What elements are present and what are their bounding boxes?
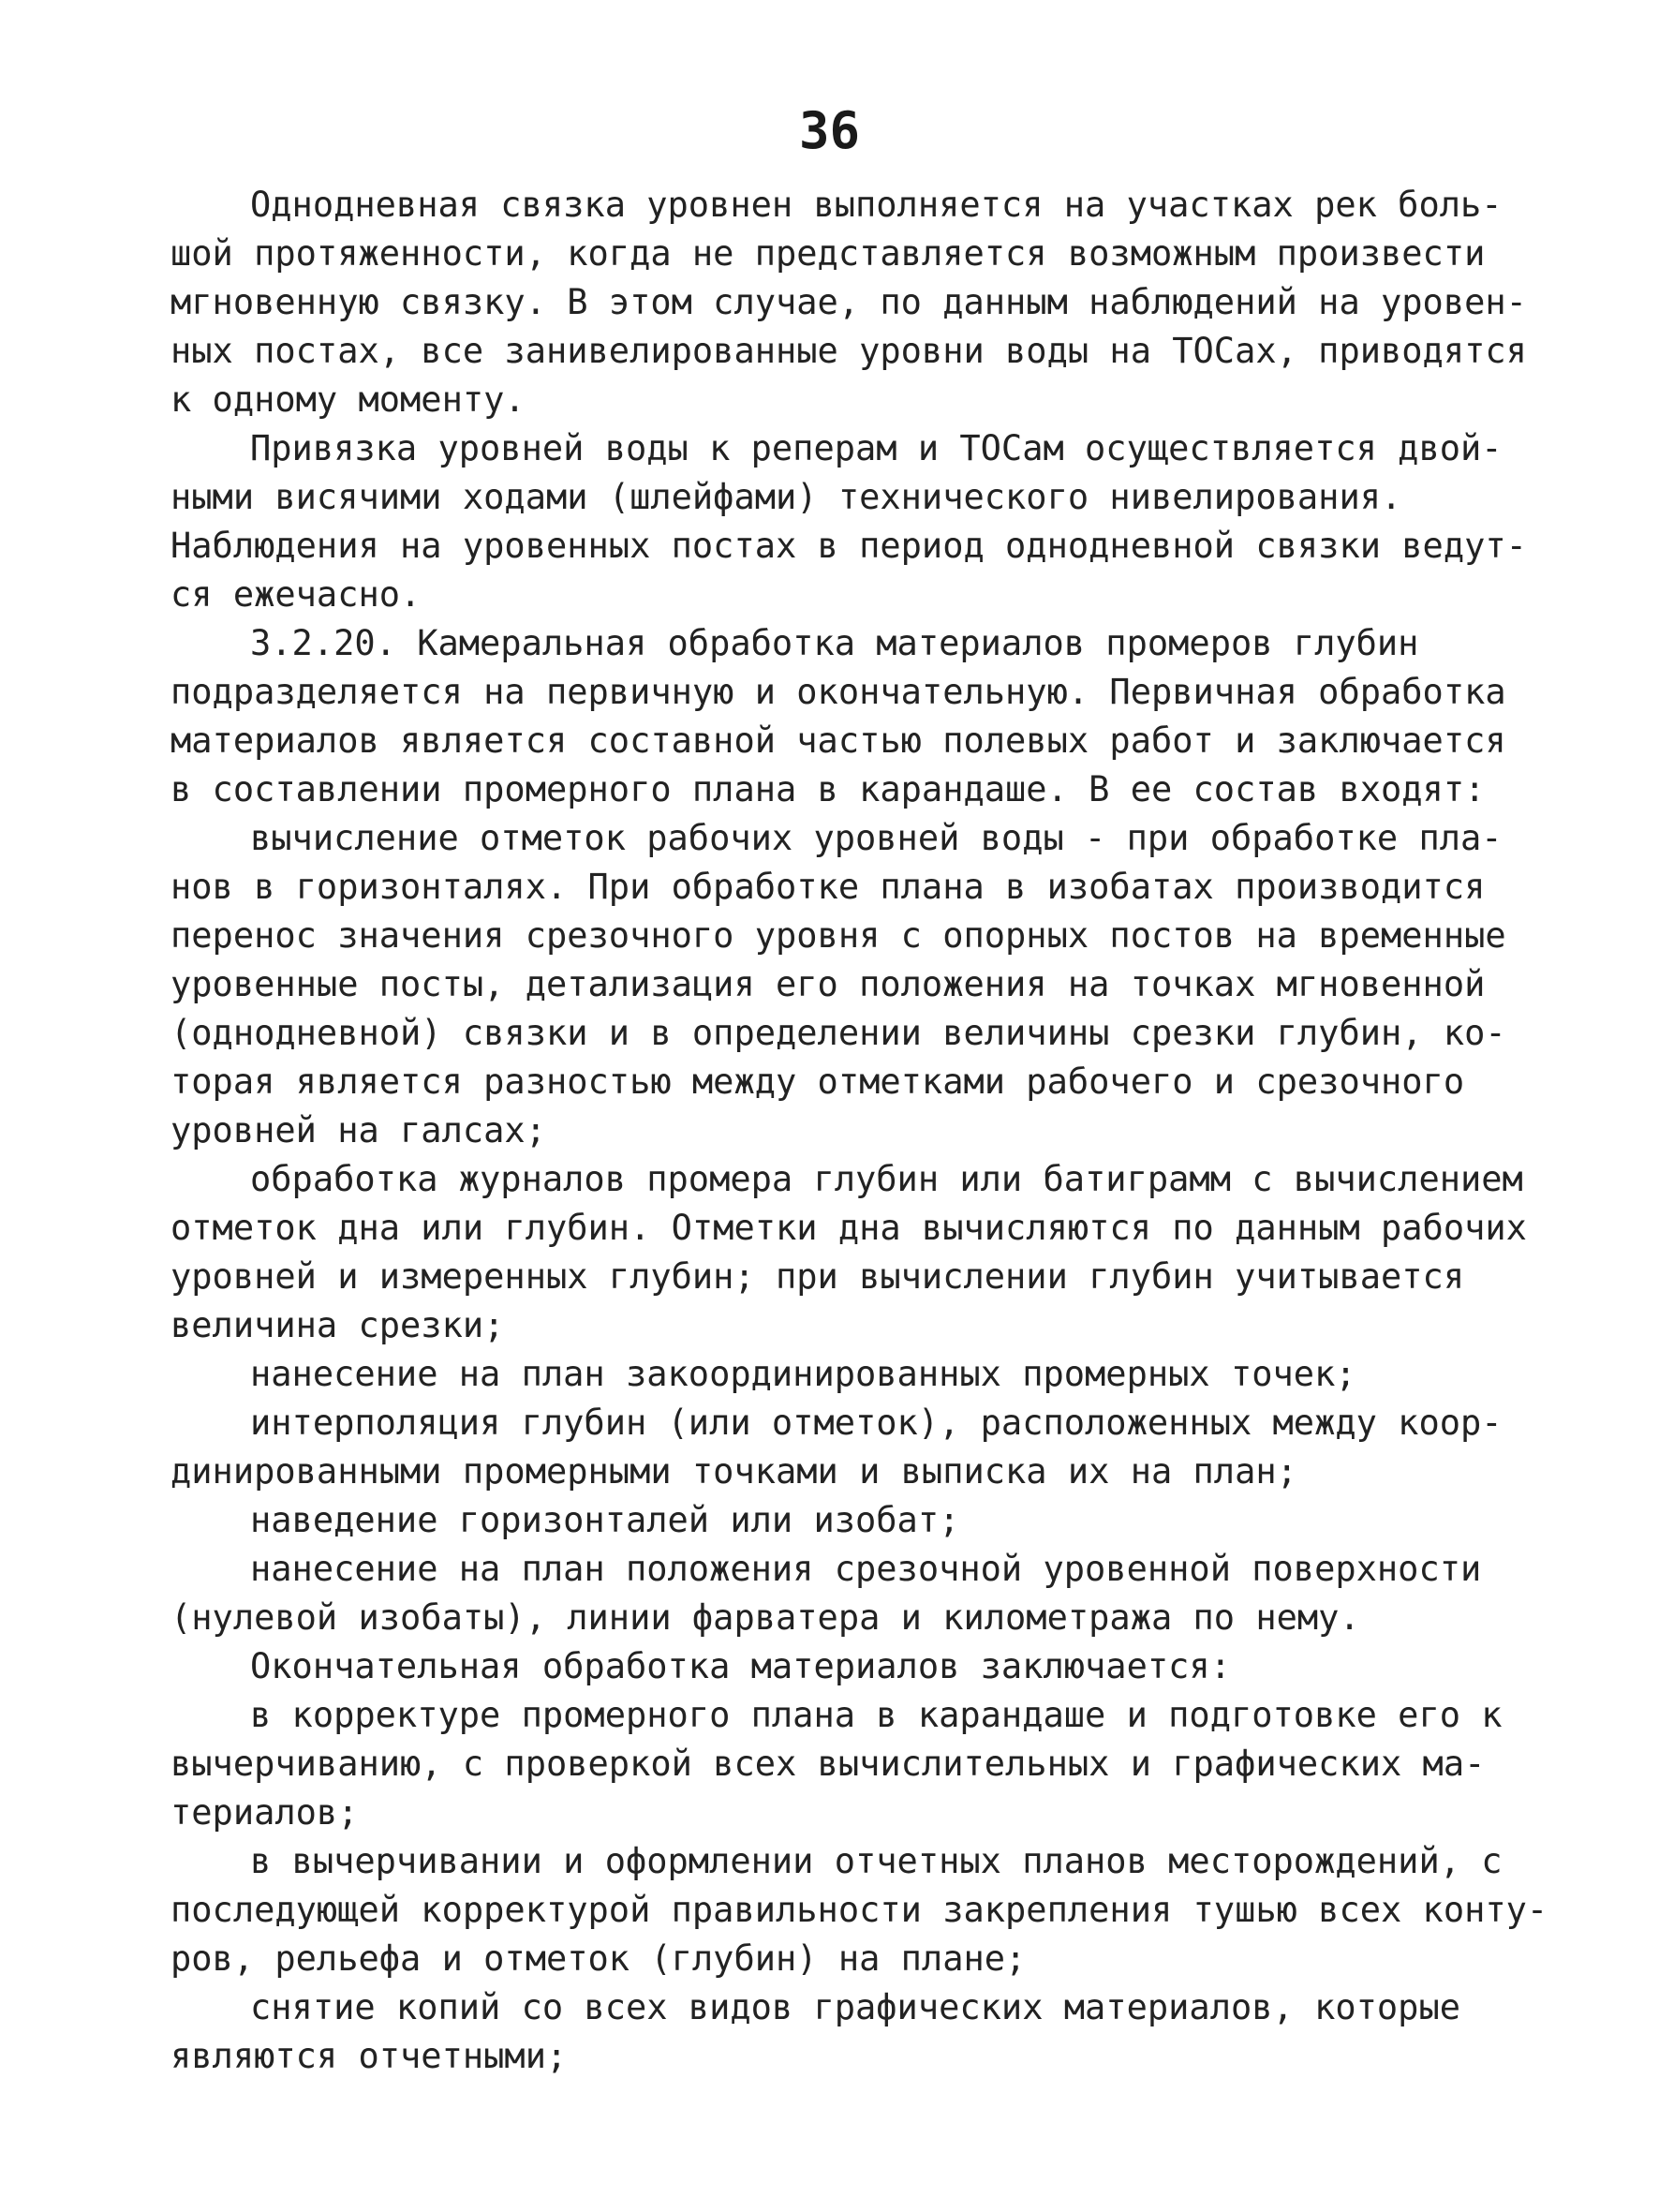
text-line: ных постах, все занивелированные уровни воды на ТОСах, приводятся	[170, 331, 1527, 371]
text-line: 3.2.20. Камеральная обработка материалов промеров глубин	[250, 623, 1419, 663]
text-line: отметок дна или глубин. Отметки дна вычисляются по данным рабочих	[170, 1208, 1527, 1248]
text-line: уровней на галсах;	[170, 1110, 546, 1151]
text-line: динированными промерными точками и выписка их на план;	[170, 1451, 1297, 1492]
text-line: подразделяется на первичную и окончательную. Первичная обработка	[170, 672, 1506, 712]
text-line: уровней и измеренных глубин; при вычислении глубин учитывается	[170, 1256, 1465, 1297]
text-line: (однодневной) связки и в определении величины срезки глубин, ко-	[170, 1013, 1506, 1053]
page-number: 36	[798, 101, 861, 160]
text-line: величина срезки;	[170, 1305, 505, 1345]
text-line: уровенные посты, детализация его положения на точках мгновенной	[170, 964, 1486, 1004]
text-line: к одному моменту.	[170, 379, 526, 420]
text-line: последующей корректурой правильности закрепления тушью всех конту-	[170, 1890, 1548, 1930]
text-line: нов в горизонталях. При обработке плана в изобатах производится	[170, 867, 1486, 907]
text-line: Привязка уровней воды к реперам и ТОСам осуществляется двой-	[250, 428, 1503, 468]
text-line: перенос значения срезочного уровня с опорных постов на временные	[170, 915, 1506, 956]
text-line: териалов;	[170, 1792, 359, 1833]
text-line: снятие копий со всех видов графических материалов, которые	[250, 1987, 1461, 2027]
text-line: интерполяция глубин (или отметок), расположенных между коор-	[250, 1403, 1503, 1443]
text-line: нанесение на план закоординированных промерных точек;	[250, 1354, 1356, 1394]
text-line: в корректуре промерного плана в карандаше и подготовке его к	[250, 1695, 1503, 1735]
text-line: являются отчетными;	[170, 2036, 568, 2076]
text-line: Однодневная связка уровнен выполняется на участках рек боль-	[250, 185, 1503, 225]
text-line: нанесение на план положения срезочной уровенной поверхности	[250, 1549, 1482, 1589]
text-line: ся ежечасно.	[170, 574, 422, 615]
text-line: шой протяженности, когда не представляется возможным произвести	[170, 233, 1486, 274]
text-line: вычисление отметок рабочих уровней воды - при обработке пла-	[250, 818, 1503, 858]
text-line: обработка журналов промера глубин или батиграмм с вычислением	[250, 1159, 1523, 1199]
text-line: в составлении промерного плана в карандаше. В ее состав входят:	[170, 769, 1486, 809]
text-line: торая является разностью между отметками рабочего и срезочного	[170, 1061, 1465, 1102]
text-line: в вычерчивании и оформлении отчетных планов месторождений, с	[250, 1841, 1503, 1881]
text-line: (нулевой изобаты), линии фарватера и километража по нему.	[170, 1597, 1360, 1638]
text-line: Окончательная обработка материалов заключается:	[250, 1646, 1231, 1686]
text-line: мгновенную связку. В этом случае, по данным наблюдений на уровен-	[170, 282, 1527, 322]
text-line: вычерчиванию, с проверкой всех вычислительных и графических ма-	[170, 1744, 1486, 1784]
text-line: ными висячими ходами (шлейфами) технического нивелирования.	[170, 477, 1402, 517]
text-line: ров, рельефа и отметок (глубин) на плане;	[170, 1938, 1027, 1979]
text-line: наведение горизонталей или изобат;	[250, 1500, 960, 1540]
text-line: Наблюдения на уровенных постах в период однодневной связки ведут-	[170, 526, 1527, 566]
text-line: материалов является составной частью полевых работ и заключается	[170, 720, 1506, 761]
